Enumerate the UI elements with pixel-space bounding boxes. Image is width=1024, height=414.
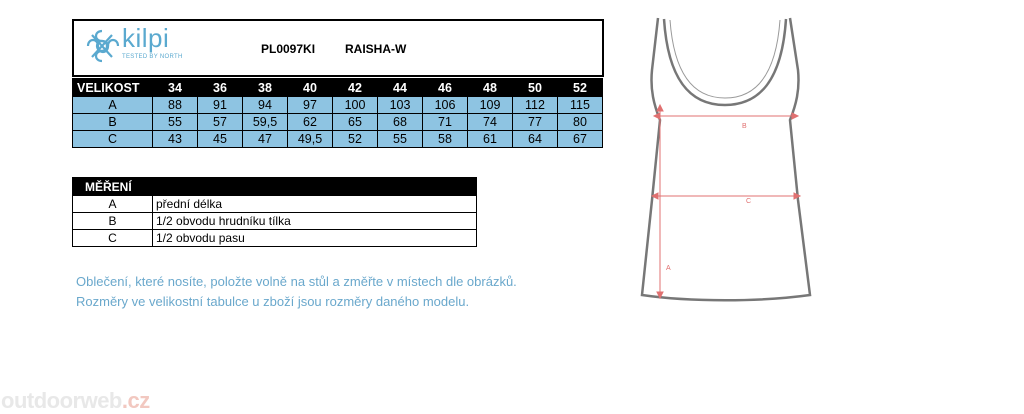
- table-cell: 112: [513, 97, 558, 114]
- table-row: [73, 97, 603, 114]
- measurement-table: [72, 177, 477, 247]
- size-header-52: 52: [558, 79, 603, 97]
- tank-top-inner-seam: [670, 20, 780, 98]
- table-cell: 55: [378, 131, 423, 148]
- table-cell: 100: [333, 97, 378, 114]
- table-cell: 43: [153, 131, 198, 148]
- table-cell: 62: [288, 114, 333, 131]
- tank-top-diagram: [630, 10, 825, 310]
- size-header-40: 40: [288, 79, 333, 97]
- table-cell: 106: [423, 97, 468, 114]
- size-header-46: 46: [423, 79, 468, 97]
- measurement-key: B: [73, 213, 153, 230]
- measurement-description: 1/2 obvodu hrudníku tílka: [153, 213, 477, 230]
- table-cell: 59,5: [243, 114, 288, 131]
- product-name: RAISHA-W: [345, 42, 407, 56]
- size-header-34: 34: [153, 79, 198, 97]
- measurement-description: 1/2 obvodu pasu: [153, 230, 477, 247]
- size-header-44: 44: [378, 79, 423, 97]
- table-cell: 64: [513, 131, 558, 148]
- table-cell: 52: [333, 131, 378, 148]
- table-cell: 80: [558, 114, 603, 131]
- instruction-note-2: Rozměry ve velikostní tabulce u zboží jsou rozměry daného modelu.: [76, 294, 470, 309]
- size-header-36: 36: [198, 79, 243, 97]
- size-header-50: 50: [513, 79, 558, 97]
- table-cell: 94: [243, 97, 288, 114]
- table-cell: 97: [288, 97, 333, 114]
- size-table-header-row: [73, 79, 603, 97]
- watermark-main: outdoorweb: [1, 388, 122, 413]
- table-cell: 49,5: [288, 131, 333, 148]
- size-header-38: 38: [243, 79, 288, 97]
- table-cell: 91: [198, 97, 243, 114]
- arrow-a-top: [657, 105, 663, 111]
- table-row: [73, 230, 477, 247]
- table-cell: 74: [468, 114, 513, 131]
- table-cell: 55: [153, 114, 198, 131]
- watermark-suffix: .cz: [121, 388, 150, 413]
- size-table: [72, 78, 603, 148]
- table-cell: 77: [513, 114, 558, 131]
- table-cell: 71: [423, 114, 468, 131]
- table-cell: 47: [243, 131, 288, 148]
- measurement-header: MĚŘENÍ: [73, 178, 477, 196]
- product-code: PL0097KI: [261, 42, 316, 56]
- row-label: A: [73, 97, 153, 114]
- table-cell: 88: [153, 97, 198, 114]
- row-label: C: [73, 131, 153, 148]
- size-header-label: VELIKOST: [73, 79, 153, 97]
- table-cell: 67: [558, 131, 603, 148]
- header-box: [72, 19, 604, 77]
- table-cell: 103: [378, 97, 423, 114]
- diagram-label-c: C: [746, 198, 752, 205]
- measurement-header-row: [73, 178, 477, 196]
- table-cell: 109: [468, 97, 513, 114]
- tank-top-outline: [642, 18, 810, 300]
- size-header-48: 48: [468, 79, 513, 97]
- table-cell: 68: [378, 114, 423, 131]
- measurement-key: A: [73, 196, 153, 213]
- logo-wordmark: kilpi: [122, 23, 170, 53]
- watermark: [1, 388, 150, 414]
- table-row: [73, 114, 603, 131]
- instruction-note-1: Oblečení, které nosíte, položte volně na stůl a změřte v místech dle obrázků.: [76, 274, 517, 289]
- diagram-label-b: B: [742, 123, 747, 130]
- size-header-42: 42: [333, 79, 378, 97]
- row-label: B: [73, 114, 153, 131]
- table-cell: 58: [423, 131, 468, 148]
- diagram-label-a: A: [666, 265, 671, 272]
- table-cell: 65: [333, 114, 378, 131]
- table-row: [73, 196, 477, 213]
- table-cell: 57: [198, 114, 243, 131]
- table-cell: 115: [558, 97, 603, 114]
- table-cell: 61: [468, 131, 513, 148]
- logo-tagline: TESTED BY NORTH: [122, 54, 183, 60]
- measurement-description: přední délka: [153, 196, 477, 213]
- arrow-b-right: [792, 113, 798, 119]
- table-row: [73, 213, 477, 230]
- table-cell: 45: [198, 131, 243, 148]
- measurement-key: C: [73, 230, 153, 247]
- table-row: [73, 131, 603, 148]
